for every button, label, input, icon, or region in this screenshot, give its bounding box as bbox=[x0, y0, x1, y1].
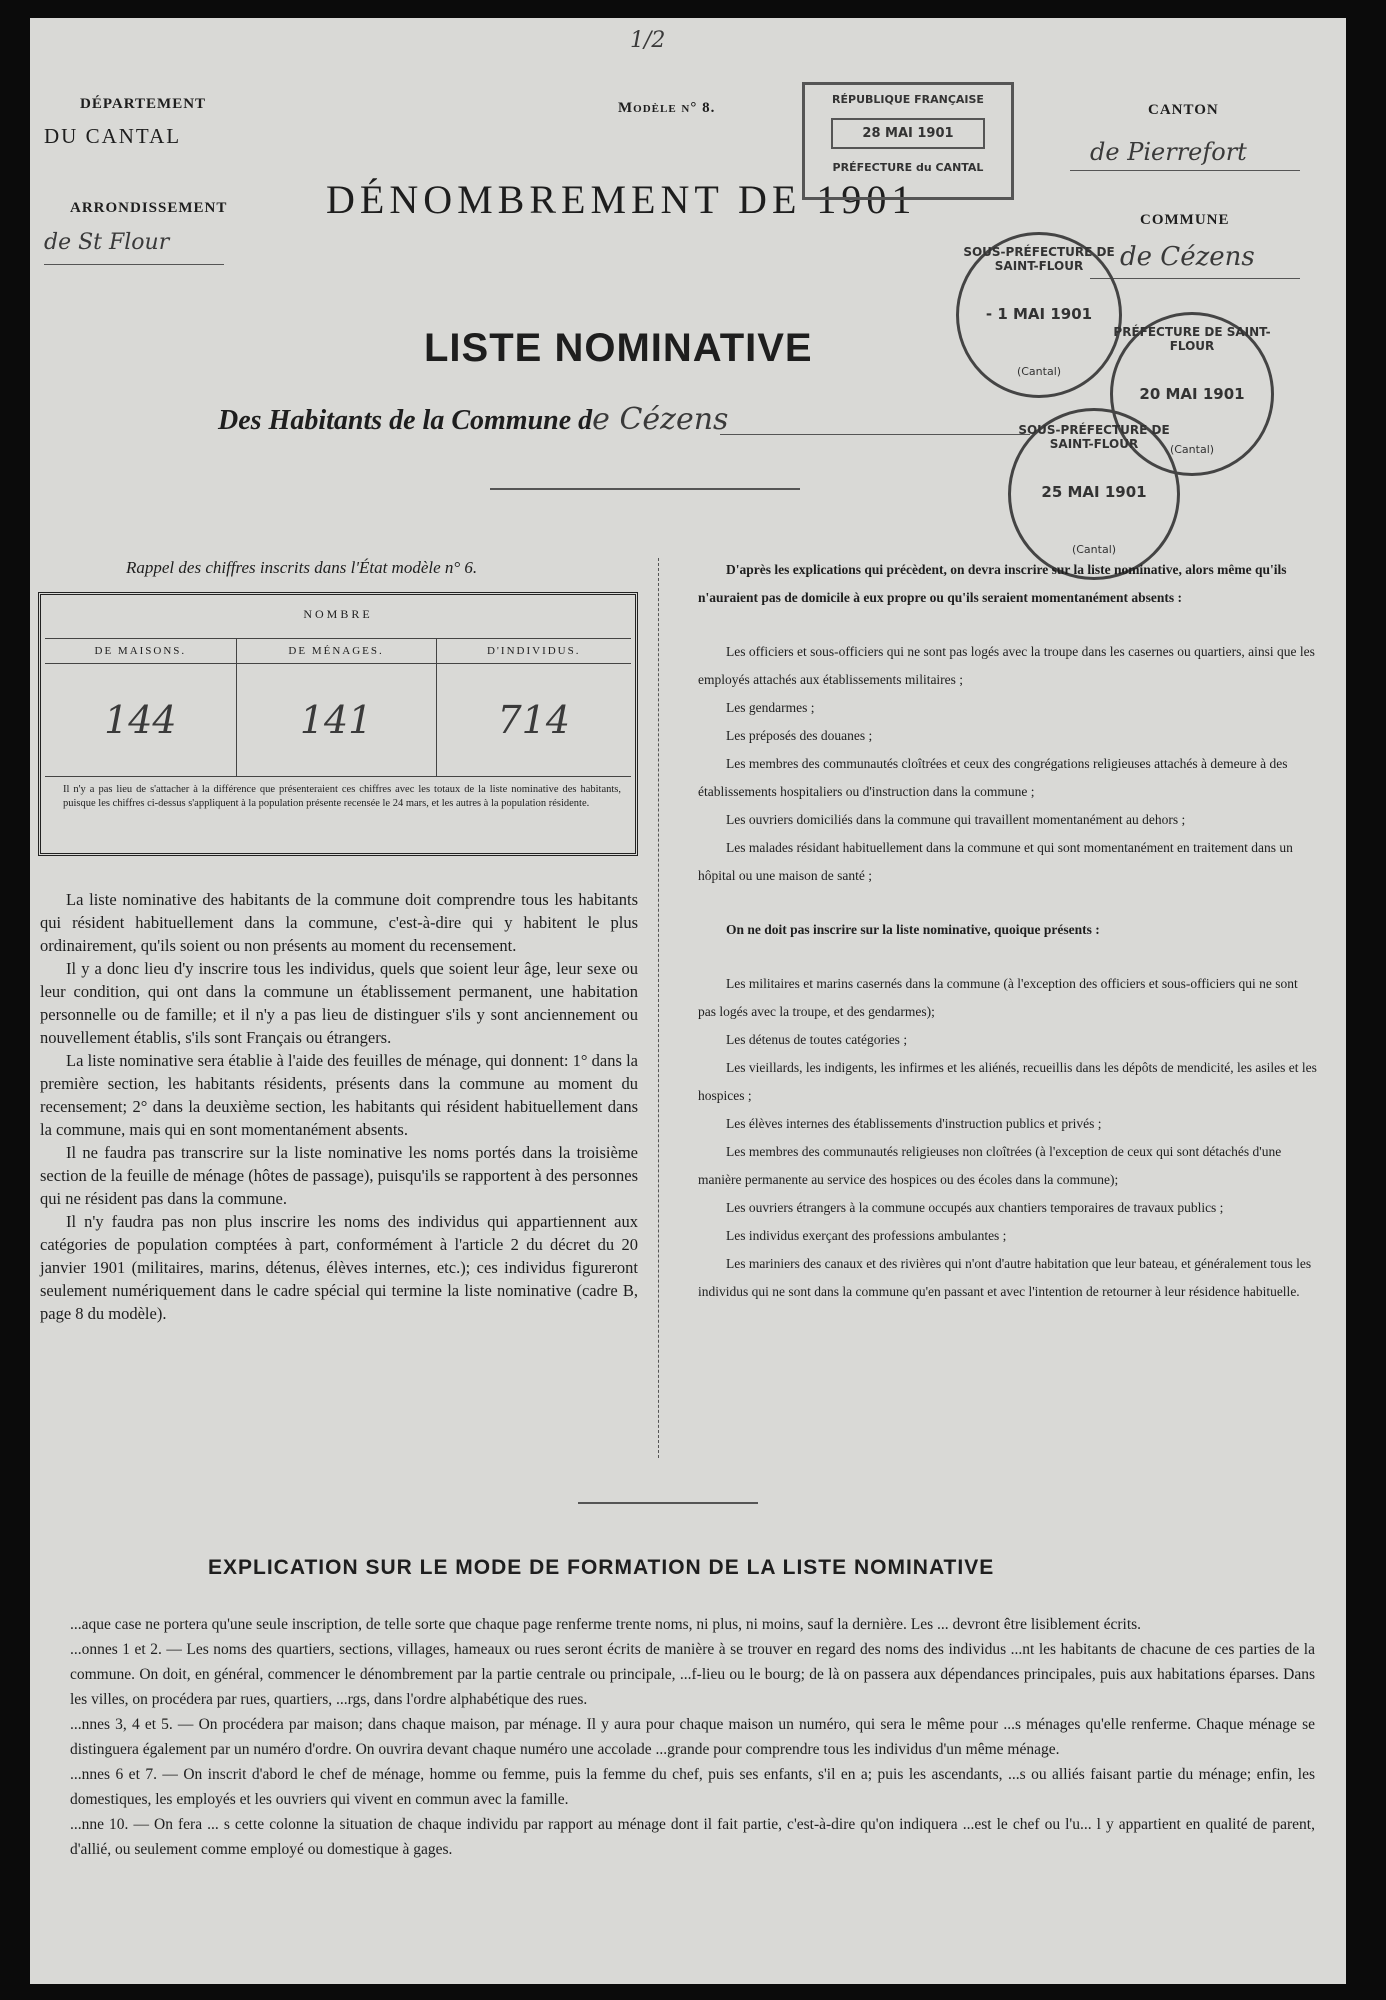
commune-value: de Cézens bbox=[1120, 242, 1255, 272]
ne-pas-item: Les élèves internes des établissements d'instruction publics et privés ; bbox=[726, 1116, 1102, 1131]
prefecture-rect-stamp bbox=[802, 82, 1014, 200]
col-individus-header: D'INDIVIDUS. bbox=[436, 639, 631, 664]
left-paragraph: Il y a donc lieu d'y inscrire tous les individus, quels que soient leur âge, leur sexe ou leur condition, qui ont dans la commune un établissement permanent, une habitation personnelle ou de famille; et il n'y a pas lieu de distinguer s'ils y sont anciennement ou nouvellement établis, s'ils sont Français ou étrangers. bbox=[40, 959, 638, 1047]
explication-paragraph: ...onnes 1 et 2. — Les noms des quartiers, sections, villages, hameaux ou rues seront écrits de manière à se trouver en regard des noms des individus ...nt les habitants de chacune de ces parties de la commune. On doit, en général, commencer le dénombrement par la partie centrale ou principale, ...f-lieu ou le bourg; de là on passera aux dépendances principales, puis aux habitations éparses. Dans les villes, on procédera par rues, quartiers, ...rgs, dans l'ordre alphabétique des rues. bbox=[70, 1641, 1315, 1708]
ornament-divider-bottom bbox=[578, 1502, 758, 1504]
main-title: DÉNOMBREMENT DE 1901 bbox=[326, 177, 917, 222]
departement-value: DU CANTAL bbox=[44, 124, 182, 148]
habitants-underline bbox=[720, 434, 1030, 435]
inscrire-item: Les malades résidant habituellement dans la commune et qui sont momentanément en traitement dans un hôpital ou une maison de santé ; bbox=[698, 840, 1293, 883]
inscrire-item: Les officiers et sous-officiers qui ne sont pas logés avec la troupe dans les casernes ou quartiers, ainsi que les employés attachés aux établissements militaires ; bbox=[698, 644, 1315, 687]
arrondissement-value: de St Flour bbox=[44, 230, 170, 255]
canton-value: de Pierrefort bbox=[1090, 138, 1247, 166]
column-divider bbox=[658, 558, 659, 1458]
round-stamp-3-dept: (Cantal) bbox=[1071, 543, 1117, 556]
nombre-table bbox=[45, 638, 631, 776]
nombre-note: Il n'y a pas lieu de s'attacher à la différence que présenteraient ces chiffres avec les totaux de la liste nominative des habitants, puisque les chiffres ci-dessus s'appliquent à la population présente recensée le 24 mars, et les autres à la population résidente. bbox=[45, 776, 631, 811]
inscrire-item: Les ouvriers domiciliés dans la commune qui travaillent momentanément au dehors ; bbox=[726, 812, 1186, 827]
explication-body bbox=[70, 1612, 1315, 1862]
page-number-handwritten: 1/2 bbox=[630, 28, 666, 53]
arrondissement-label: ARRONDISSEMENT bbox=[70, 200, 228, 216]
round-stamp-3-ring: SOUS-PRÉFECTURE DE SAINT-FLOUR bbox=[1018, 423, 1170, 451]
inscrire-item: Les membres des communautés cloîtrées et ceux des congrégations religieuses attachés à demeure à des établissements hospitaliers ou d'instruction dans la commune ; bbox=[698, 756, 1288, 799]
rappel-caption: Rappel des chiffres inscrits dans l'État modèle n° 6. bbox=[126, 558, 478, 577]
col-maisons-header: DE MAISONS. bbox=[45, 639, 236, 664]
round-stamp-3 bbox=[1008, 408, 1180, 580]
round-stamp-1-dept: (Cantal) bbox=[1016, 365, 1062, 378]
round-stamp-1 bbox=[956, 232, 1122, 398]
rect-stamp-line2: PRÉFECTURE du CANTAL bbox=[832, 161, 984, 174]
round-stamp-2-dept: (Cantal) bbox=[1169, 443, 1215, 456]
left-paragraph: Il n'y faudra pas non plus inscrire les noms des individus qui appartiennent aux catégories de population comptées à part, conformément à l'article 2 du décret du 20 janvier 1901 (militaires, marins, détenus, élèves internes, etc.); ces individus figureront seulement numériquement dans le cadre spécial qui termine la liste nominative (cadre B, page 8 du modèle). bbox=[40, 1212, 638, 1323]
left-instructions bbox=[40, 888, 638, 1325]
left-paragraph: La liste nominative des habitants de la commune doit comprendre tous les habitants qui résident habituellement dans la commune, c'est-à-dire qui y habitent le plus ordinairement, qu'ils soient ou non présents au moment du recensement. bbox=[40, 890, 638, 955]
explication-paragraph: ...nne 10. — On fera ... s cette colonne la situation de chaque individu par rapport au ménage dont il fait partie, c'est-à-dire qu'on indiquera ...est le chef ou l'u... l y appartient en qualité de parent, d'allié, ou seulement comme employé ou domestique à gages. bbox=[70, 1816, 1315, 1858]
canton-label: CANTON bbox=[1148, 102, 1219, 118]
rect-stamp-line1: RÉPUBLIQUE FRANÇAISE bbox=[832, 93, 984, 106]
ne-pas-item: Les militaires et marins casernés dans la commune (à l'exception des officiers et sous-officiers qui ne sont pas logés avec la troupe, et des gendarmes); bbox=[698, 976, 1298, 1019]
ne-pas-title: On ne doit pas inscrire sur la liste nominative, quoique présents : bbox=[726, 922, 1100, 937]
ne-pas-item: Les ouvriers étrangers à la commune occupés aux chantiers temporaires de travaux publics ; bbox=[726, 1200, 1224, 1215]
ne-pas-item: Les membres des communautés religieuses non cloîtrées (à l'exception de ceux qui sont détachés d'une manière permanente au service des hospices ou des écoles dans la commune); bbox=[698, 1144, 1282, 1187]
canton-underline bbox=[1070, 170, 1300, 171]
round-stamp-1-ring: SOUS-PRÉFECTURE DE SAINT-FLOUR bbox=[963, 245, 1115, 273]
liste-nominative-title: LISTE NOMINATIVE bbox=[424, 326, 813, 370]
explication-title: EXPLICATION SUR LE MODE DE FORMATION DE LA LISTE NOMINATIVE bbox=[208, 1556, 995, 1579]
census-page bbox=[30, 18, 1346, 1984]
rect-stamp-date: 28 MAI 1901 bbox=[831, 118, 985, 149]
habitants-commune: e Cézens bbox=[592, 402, 729, 437]
round-stamp-2-ring: PRÉFECTURE DE SAINT-FLOUR bbox=[1113, 325, 1271, 353]
habitants-label: Des Habitants de la Commune d bbox=[218, 405, 593, 436]
explication-paragraph: ...aque case ne portera qu'une seule inscription, de telle sorte que chaque page renferme trente noms, ni plus, ni moins, sauf la dernière. Les ... devront être lisiblement écrits. bbox=[70, 1616, 1142, 1633]
arrondissement-underline bbox=[44, 264, 224, 265]
round-stamp-1-date: - 1 MAI 1901 bbox=[985, 305, 1093, 323]
commune-underline bbox=[1090, 278, 1300, 279]
nombre-label: NOMBRE bbox=[303, 607, 373, 621]
habitants-line bbox=[218, 402, 728, 437]
left-paragraph: Il ne faudra pas transcrire sur la liste nominative les noms portés dans la troisième section de la feuille de ménage (hôtes de passage), puisqu'ils se rapportent à des personnes qui ne résident pas dans la commune. bbox=[40, 1143, 638, 1208]
ne-pas-item: Les mariniers des canaux et des rivières qui n'ont d'autre habitation que leur bateau, et généralement tous les individus qui ne sont dans la commune qu'en passant et avec l'intention de retourner à leur résidence habituelle. bbox=[698, 1256, 1312, 1299]
val-individus: 714 bbox=[436, 664, 631, 777]
ne-pas-item: Les individus exerçant des professions ambulantes ; bbox=[726, 1228, 1007, 1243]
left-paragraph: La liste nominative sera établie à l'aide des feuilles de ménage, qui donnent: 1° dans la première section, les habitants résidents, présents dans la commune au moment du recensement; 2° dans la deuxième section, les habitants qui résident habituellement dans la commune, mais qui en sont momentanément absents. bbox=[40, 1051, 638, 1139]
ornament-divider-top bbox=[490, 488, 800, 490]
departement-label: DÉPARTEMENT bbox=[80, 96, 207, 112]
ne-pas-item: Les vieillards, les indigents, les infirmes et les aliénés, recueillis dans les dépôts de mendicité, les asiles et les hospices ; bbox=[698, 1060, 1317, 1103]
inscrire-item: Les préposés des douanes ; bbox=[726, 728, 873, 743]
right-intro: D'après les explications qui précèdent, on devra inscrire sur la liste nominative, alors même qu'ils n'auraient pas de domicile à eux propre ou qu'ils seraient momentanément absents : bbox=[698, 562, 1287, 605]
right-instructions bbox=[698, 556, 1318, 1306]
explication-paragraph: ...nnes 6 et 7. — On inscrit d'abord le chef de ménage, homme ou femme, puis la femme du chef, puis ses enfants, s'il en a; puis les ascendants, ...s ou alliés faisant partie du ménage; enfin, les domestiques, les employés et les ouvriers qui vivent en commun avec la famille. bbox=[70, 1766, 1315, 1808]
explication-paragraph: ...nnes 3, 4 et 5. — On procédera par maison; dans chaque maison, par ménage. Il y aura pour chaque maison un numéro, qui sera le même pour ...s ménages qu'elle renferme. Chaque ménage se distinguera également par un numéro d'ordre. On ouvrira devant chaque numéro une accolade ...grande pour comprendre tous les individus d'un même ménage. bbox=[70, 1716, 1315, 1758]
modele-number: Modèle n° 8. bbox=[618, 100, 716, 116]
col-menages-header: DE MÉNAGES. bbox=[236, 639, 436, 664]
val-maisons: 144 bbox=[45, 664, 236, 777]
val-menages: 141 bbox=[236, 664, 436, 777]
ne-pas-item: Les détenus de toutes catégories ; bbox=[726, 1032, 908, 1047]
inscrire-item: Les gendarmes ; bbox=[726, 700, 815, 715]
commune-label: COMMUNE bbox=[1140, 212, 1230, 228]
round-stamp-2-date: 20 MAI 1901 bbox=[1139, 385, 1245, 403]
nombre-box bbox=[38, 592, 638, 856]
round-stamp-3-date: 25 MAI 1901 bbox=[1041, 483, 1147, 501]
